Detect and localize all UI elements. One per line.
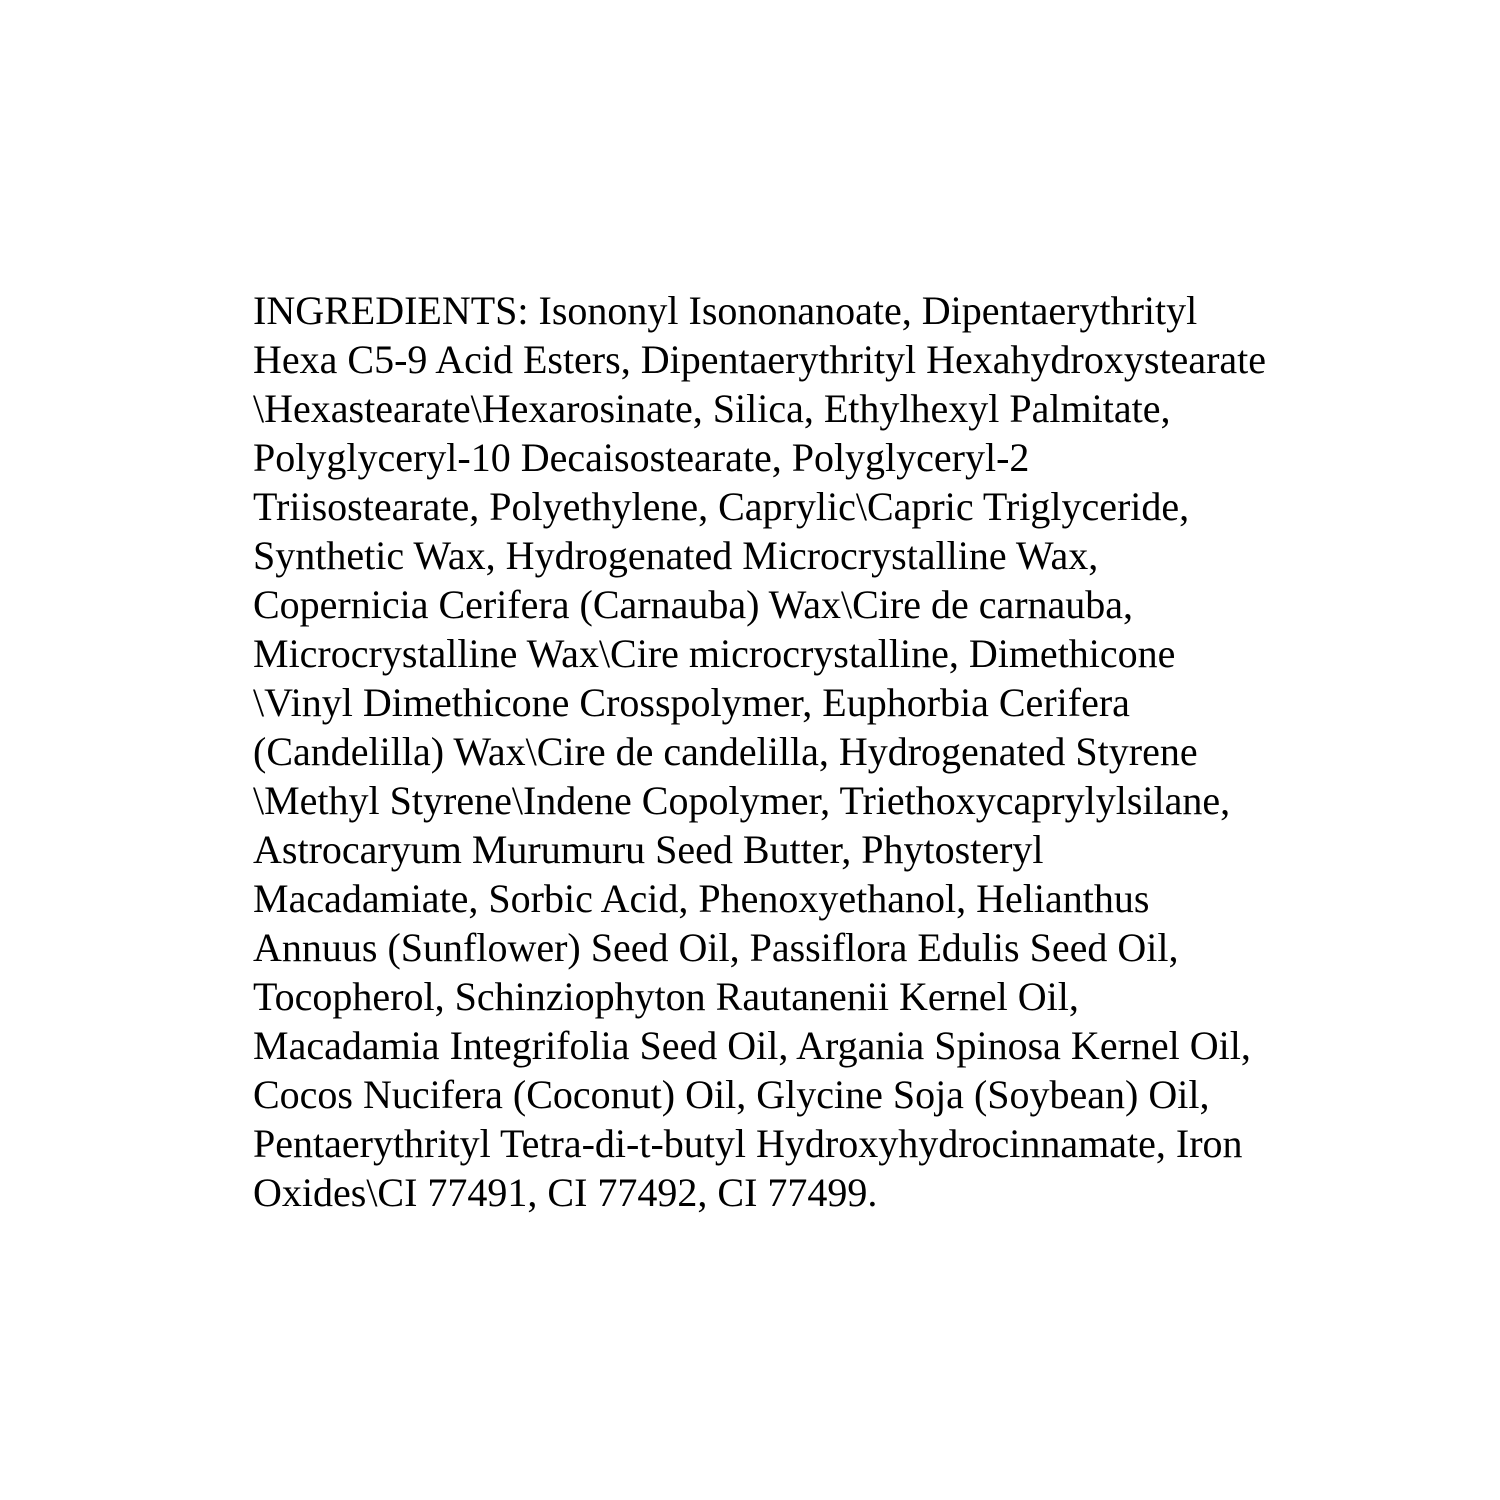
ingredients-line: Pentaerythrityl Tetra-di-t-butyl Hydroxyhydrocinnamate, Iron (253, 1121, 1243, 1166)
ingredients-line: \Methyl Styrene\Indene Copolymer, Triethoxycaprylylsilane, (253, 778, 1231, 823)
ingredients-line: Synthetic Wax, Hydrogenated Microcrystalline Wax, (253, 533, 1099, 578)
ingredients-line: Macadamiate, Sorbic Acid, Phenoxyethanol, Helianthus (253, 876, 1150, 921)
ingredients-line: Cocos Nucifera (Coconut) Oil, Glycine Soja (Soybean) Oil, (253, 1072, 1210, 1117)
ingredients-text-block (253, 286, 1273, 1217)
ingredients-line: Tocopherol, Schinziophyton Rautanenii Kernel Oil, (253, 974, 1079, 1019)
ingredients-line: Macadamia Integrifolia Seed Oil, Argania Spinosa Kernel Oil, (253, 1023, 1251, 1068)
ingredients-line: (Candelilla) Wax\Cire de candelilla, Hydrogenated Styrene (253, 729, 1198, 774)
ingredients-line: Microcrystalline Wax\Cire microcrystalline, Dimethicone (253, 631, 1176, 676)
ingredients-line: INGREDIENTS: Isononyl Isononanoate, Dipentaerythrityl (253, 288, 1198, 333)
ingredients-line: Copernicia Cerifera (Carnauba) Wax\Cire de carnauba, (253, 582, 1134, 627)
ingredients-line: Triisostearate, Polyethylene, Caprylic\Capric Triglyceride, (253, 484, 1190, 529)
ingredients-line: \Vinyl Dimethicone Crosspolymer, Euphorbia Cerifera (253, 680, 1130, 725)
ingredients-line: Polyglyceryl-10 Decaisostearate, Polyglyceryl-2 (253, 435, 1030, 480)
ingredients-line: Hexa C5-9 Acid Esters, Dipentaerythrityl Hexahydroxystearate (253, 337, 1267, 382)
ingredients-line: Oxides\CI 77491, CI 77492, CI 77499. (253, 1170, 878, 1215)
ingredients-line: Annuus (Sunflower) Seed Oil, Passiflora Edulis Seed Oil, (253, 925, 1179, 970)
ingredients-line: Astrocaryum Murumuru Seed Butter, Phytosteryl (253, 827, 1044, 872)
ingredients-line: \Hexastearate\Hexarosinate, Silica, Ethylhexyl Palmitate, (253, 386, 1171, 431)
